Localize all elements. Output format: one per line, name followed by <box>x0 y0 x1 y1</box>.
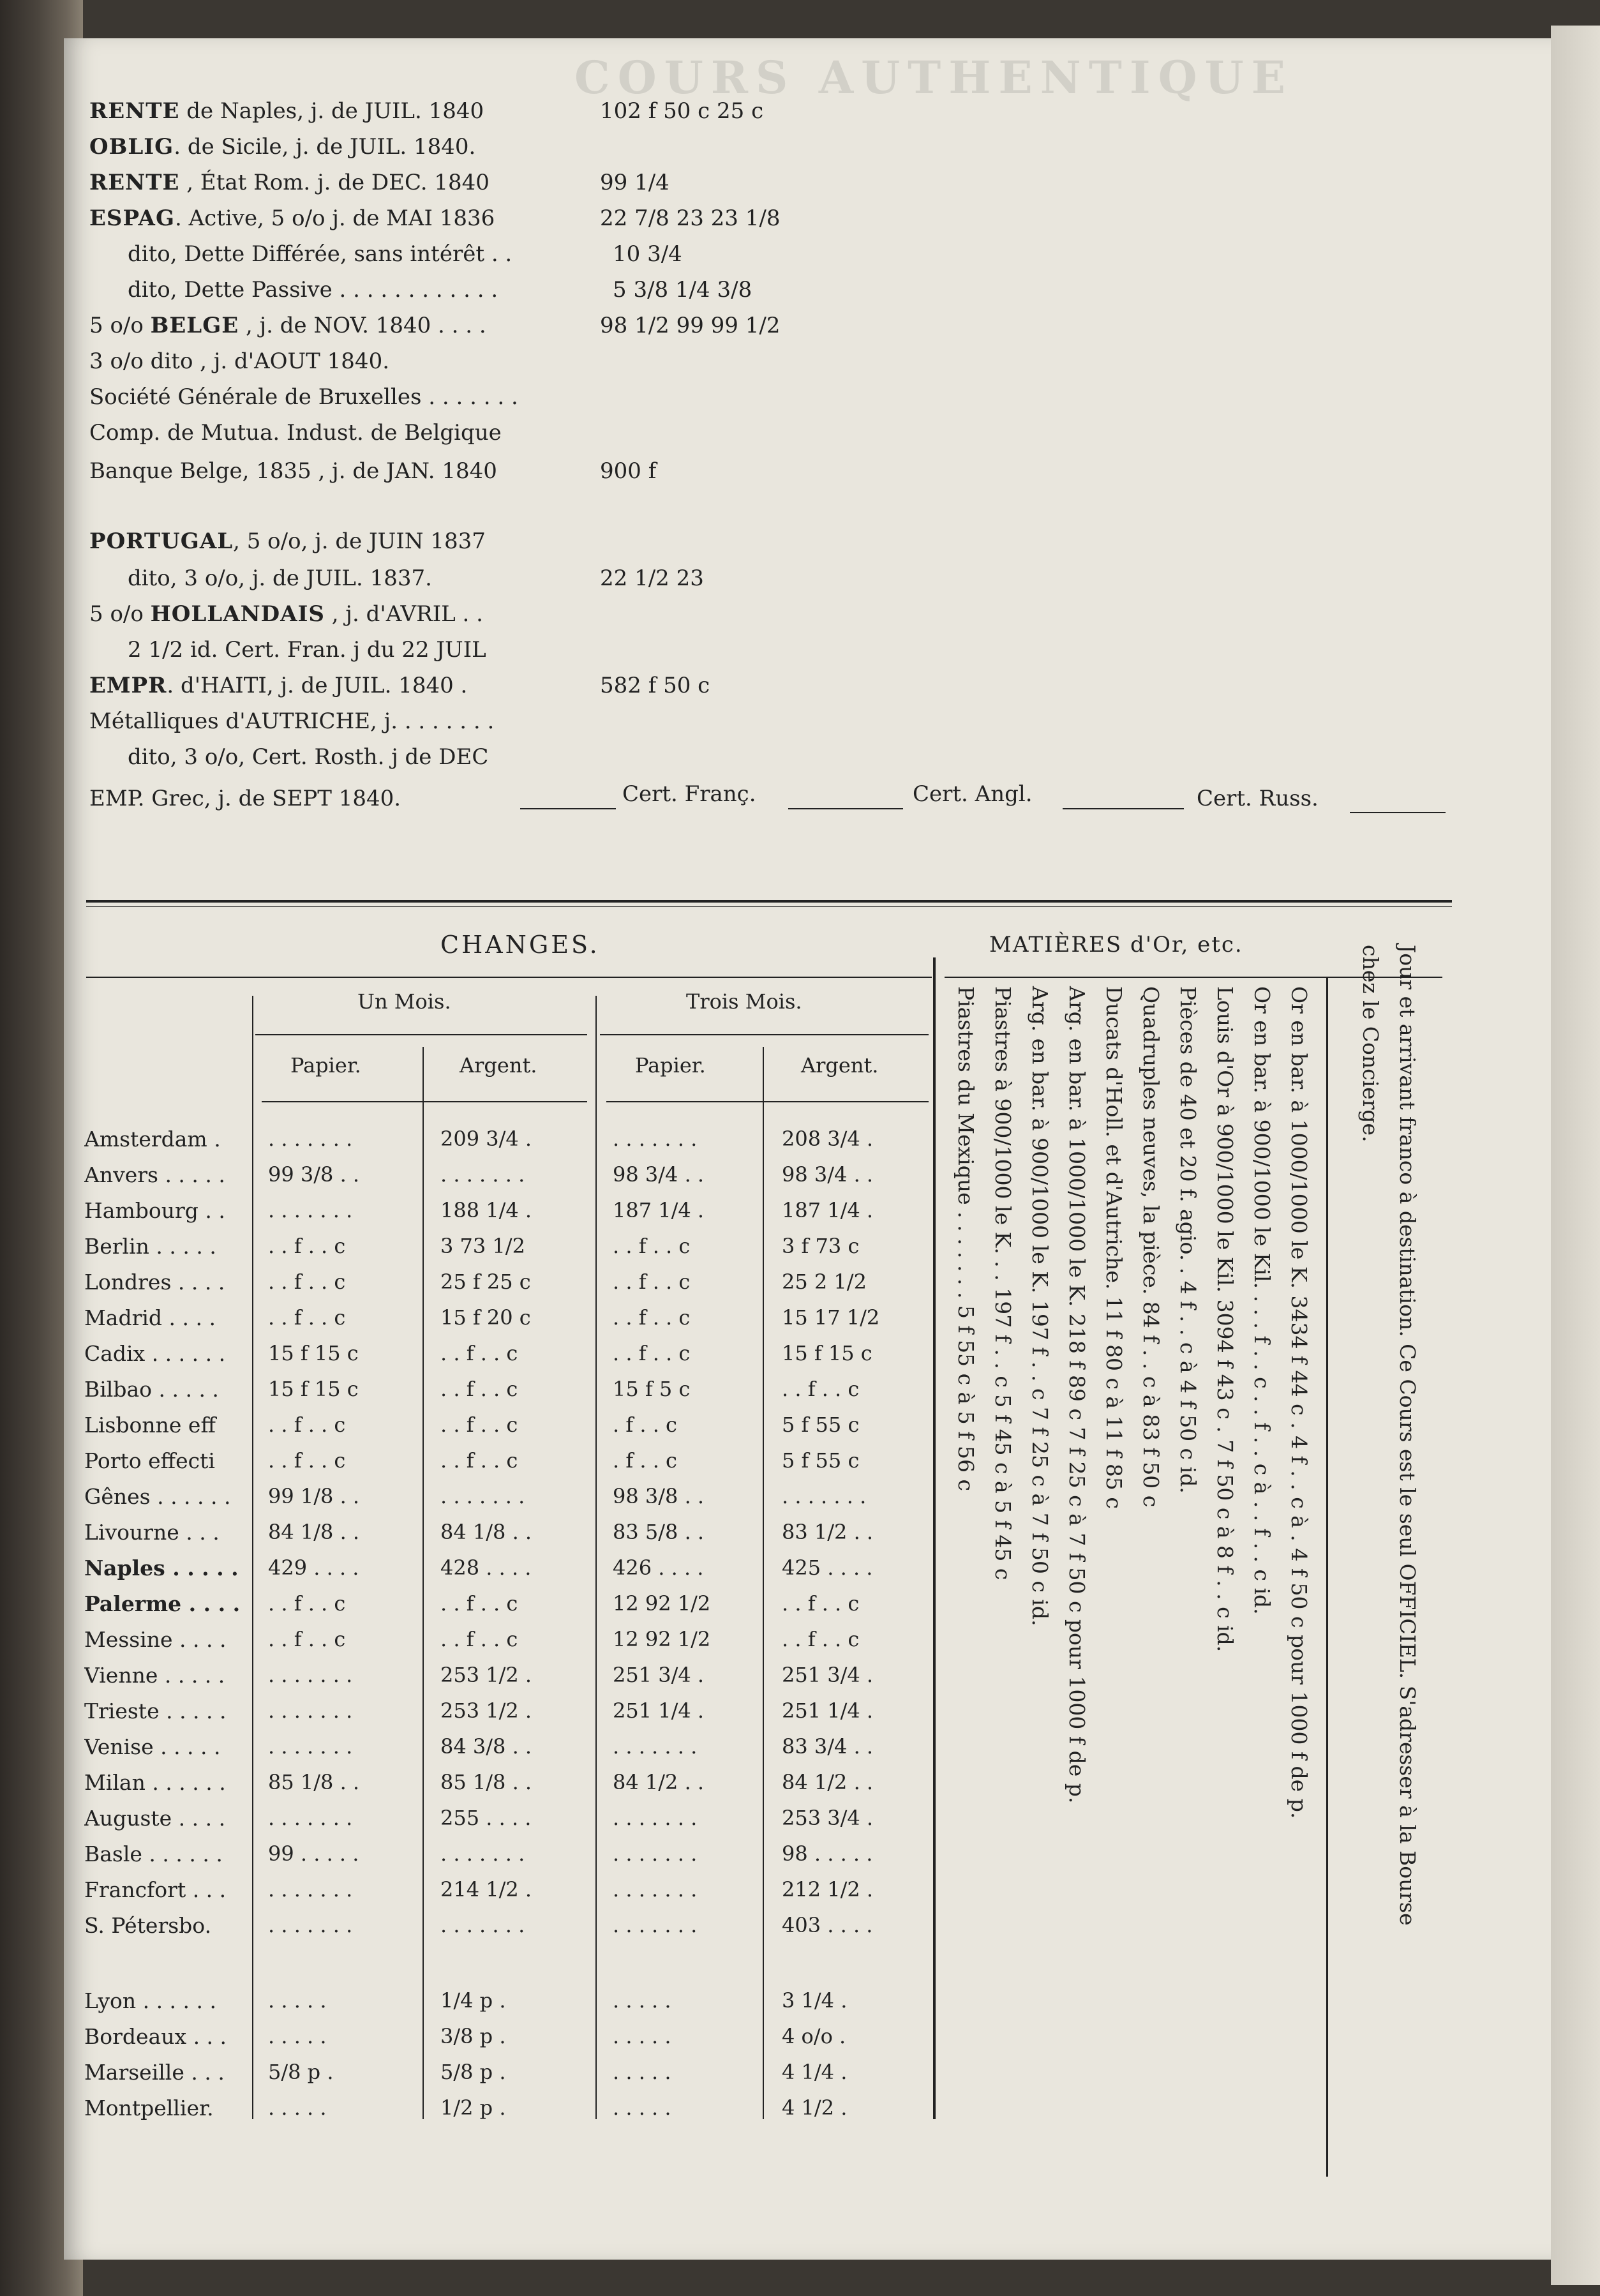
city-label: Messine . . . . <box>84 1627 227 1652</box>
rate-cell: . . . . . . . <box>440 1484 525 1508</box>
rente-label: 5 o/o BELGE , j. de NOV. 1840 . . . . <box>89 313 486 338</box>
rate-cell: . . . . . . . <box>268 1663 353 1687</box>
blank-line <box>1063 808 1184 809</box>
rente-value: 582 f 50 c <box>600 673 710 698</box>
next-page-edge <box>1551 26 1600 2285</box>
argent-header: Argent. <box>460 1053 537 1077</box>
column-rule <box>763 1047 764 2119</box>
rente-label: Métalliques d'AUTRICHE, j. . . . . . . . <box>89 709 495 734</box>
rate-cell: 188 1/4 . <box>440 1198 532 1222</box>
rente-value: 102 f 50 c 25 c <box>600 98 764 124</box>
rate-cell: 25 2 1/2 <box>782 1270 867 1294</box>
rate-cell: . . f . . c <box>440 1413 518 1437</box>
rate-cell: . . f . . c <box>613 1270 691 1294</box>
rate-cell: 4 1/2 . <box>782 2096 848 2120</box>
rate-cell: . . f . . c <box>782 1627 860 1651</box>
rate-cell: 425 . . . . <box>782 1556 873 1580</box>
city-label: Naples . . . . . <box>84 1556 239 1580</box>
city-label: Anvers . . . . . <box>84 1162 225 1187</box>
city-label: Trieste . . . . . <box>84 1699 227 1723</box>
table-rule <box>606 1101 929 1102</box>
city-label: S. Pétersbo. <box>84 1913 212 1938</box>
papier-header: Papier. <box>635 1053 706 1077</box>
rate-cell: . . f . . c <box>268 1591 346 1616</box>
city-label: Porto effecti <box>84 1448 215 1473</box>
rente-label: dito, Dette Passive . . . . . . . . . . . . <box>128 277 498 303</box>
rate-cell: . f . . c <box>613 1448 677 1473</box>
matieres-text: Piastres à 900/1000 le K. . . 197 f . . c 5 f 45 c à 5 f 45 c <box>991 986 1015 1580</box>
rente-label: ESPAG. Active, 5 o/o j. de MAI 1836 <box>89 206 495 231</box>
rate-cell: . . f . . c <box>440 1377 518 1401</box>
rate-cell: 5 f 55 c <box>782 1448 860 1473</box>
matieres-line <box>1024 986 1059 2180</box>
rate-cell: . . . . . . . <box>268 1913 353 1937</box>
rate-cell: . . . . . . . <box>613 1127 698 1151</box>
city-label: Lisbonne eff <box>84 1413 216 1437</box>
rate-cell: 4 1/4 . <box>782 2060 848 2084</box>
rate-cell: . . f . . c <box>268 1270 346 1294</box>
rate-cell: . . . . . <box>613 1988 671 2013</box>
rate-cell: 5 f 55 c <box>782 1413 860 1437</box>
rate-cell: 4 o/o . <box>782 2024 846 2048</box>
rate-cell: 253 3/4 . <box>782 1806 874 1830</box>
rate-cell: 251 3/4 . <box>613 1663 705 1687</box>
argent-header: Argent. <box>801 1053 879 1077</box>
matieres-text: Louis d'Or à 900/1000 le Kil. 3094 f 43 c . 7 f 50 c à 8 f . . c id. <box>1213 986 1237 1653</box>
rate-cell: 85 1/8 . . <box>440 1770 532 1794</box>
rate-cell: 3/8 p . <box>440 2024 506 2048</box>
rate-cell: 3 73 1/2 <box>440 1234 525 1258</box>
cert-franc-label: Cert. Franç. <box>622 781 756 807</box>
rate-cell: 255 . . . . <box>440 1806 532 1830</box>
rate-cell: . . . . . . . <box>268 1734 353 1759</box>
rente-value: 10 3/4 <box>613 241 682 267</box>
rate-cell: 15 f 20 c <box>440 1305 531 1330</box>
matieres-text: Piastres du Mexique . . . . . . . 5 f 55 c à 5 f 56 c <box>953 986 978 1491</box>
rate-cell: . . . . . . . <box>268 1198 353 1222</box>
column-rule <box>595 996 597 2119</box>
rate-cell: 253 1/2 . <box>440 1699 532 1723</box>
rate-cell: . . . . . <box>613 2024 671 2048</box>
rate-cell: . . . . . . . <box>440 1913 525 1937</box>
rate-cell: . . f . . c <box>782 1591 860 1616</box>
changes-title: CHANGES. <box>440 931 600 959</box>
rente-value: 99 1/4 <box>600 170 669 195</box>
rate-cell: 84 1/2 . . <box>613 1770 705 1794</box>
section-divider <box>86 900 1452 903</box>
matieres-text: Or en bar. à 900/1000 le Kil. . . . f . . c . . f . . c à . . f . . c id. <box>1250 986 1275 1615</box>
rente-value: 5 3/8 1/4 3/8 <box>613 277 752 303</box>
rate-cell: . . . . . . . <box>782 1484 867 1508</box>
rate-cell: 99 3/8 . . <box>268 1162 360 1187</box>
rente-label: 5 o/o HOLLANDAIS , j. d'AVRIL . . <box>89 601 483 627</box>
city-label: Auguste . . . . <box>84 1806 226 1831</box>
blank-line <box>520 808 616 809</box>
matieres-line <box>950 986 985 2180</box>
rate-cell: 99 . . . . . <box>268 1842 359 1866</box>
rate-cell: 1/2 p . <box>440 2096 506 2120</box>
rate-cell: 84 1/8 . . <box>268 1520 360 1544</box>
rate-cell: . . f . . c <box>440 1341 518 1365</box>
matieres-line <box>1283 986 1319 2180</box>
rate-cell: 83 5/8 . . <box>613 1520 705 1544</box>
matieres-line <box>1246 986 1282 2180</box>
column-rule <box>252 996 253 2119</box>
rate-cell: 253 1/2 . <box>440 1663 532 1687</box>
rate-cell: . . . . . . . <box>613 1806 698 1830</box>
rate-cell: 98 3/4 . . <box>613 1162 705 1187</box>
city-label: Milan . . . . . . <box>84 1770 226 1795</box>
section-divider <box>86 906 1452 907</box>
cert-russ-label: Cert. Russ. <box>1197 786 1319 811</box>
rate-cell: . . . . . . . <box>613 1877 698 1902</box>
city-label: Hambourg . . <box>84 1198 225 1223</box>
rente-value: 22 1/2 23 <box>600 566 704 591</box>
rate-cell: . . f . . c <box>268 1627 346 1651</box>
rate-cell: . . . . . <box>613 2096 671 2120</box>
rate-cell: 187 1/4 . <box>613 1198 705 1222</box>
trois-mois-header: Trois Mois. <box>686 989 802 1014</box>
city-label: Gênes . . . . . . <box>84 1484 231 1509</box>
city-label: Francfort . . . <box>84 1877 227 1902</box>
rate-cell: 5/8 p . <box>440 2060 506 2084</box>
rate-cell: . . . . . . . <box>613 1734 698 1759</box>
rate-cell: 84 1/8 . . <box>440 1520 532 1544</box>
rate-cell: . . f . . c <box>440 1448 518 1473</box>
matieres-line <box>1135 986 1170 2180</box>
note-line <box>1354 945 1390 2138</box>
rente-label: 2 1/2 id. Cert. Fran. j du 22 JUIL <box>128 637 486 663</box>
rente-label: Société Générale de Bruxelles . . . . . . . <box>89 384 518 410</box>
city-label: Palerme . . . . <box>84 1591 241 1616</box>
rente-label: dito, Dette Différée, sans intérêt . . <box>128 241 512 267</box>
blank-line <box>1350 812 1446 813</box>
city-label: Berlin . . . . . <box>84 1234 216 1259</box>
city-label: Amsterdam . <box>84 1127 221 1152</box>
rate-cell: 83 1/2 . . <box>782 1520 874 1544</box>
rate-cell: . . f . . c <box>268 1413 346 1437</box>
city-label: Marseille . . . <box>84 2060 225 2085</box>
rate-cell: . . . . . . . <box>268 1806 353 1830</box>
rate-cell: 251 1/4 . <box>782 1699 874 1723</box>
rate-cell: 98 . . . . . <box>782 1842 873 1866</box>
city-label: Livourne . . . <box>84 1520 220 1545</box>
rate-cell: 12 92 1/2 <box>613 1591 711 1616</box>
rate-cell: 212 1/2 . <box>782 1877 874 1902</box>
rate-cell: 1/4 p . <box>440 1988 506 2013</box>
matieres-line <box>1061 986 1096 2180</box>
city-label: Cadix . . . . . . <box>84 1341 226 1366</box>
rate-cell: . . f . . c <box>440 1591 518 1616</box>
rente-label: PORTUGAL, 5 o/o, j. de JUIN 1837 <box>89 529 486 554</box>
note-divider <box>1326 977 1328 2177</box>
city-label: Bilbao . . . . . <box>84 1377 219 1402</box>
city-label: Bordeaux . . . <box>84 2024 227 2049</box>
rate-cell: . . f . . c <box>440 1627 518 1651</box>
rate-cell: . . . . . . . <box>268 1699 353 1723</box>
rate-cell: 99 1/8 . . <box>268 1484 360 1508</box>
rente-value: 98 1/2 99 99 1/2 <box>600 313 781 338</box>
table-rule <box>600 1034 929 1035</box>
rate-cell: . . f . . c <box>268 1234 346 1258</box>
rente-label: RENTE , État Rom. j. de DEC. 1840 <box>89 170 490 195</box>
matieres-text: Quadruples neuves, la pièce. 84 f . . c à 83 f 50 c <box>1139 986 1163 1508</box>
matieres-text: Arg. en bar. à 1000/1000 le K. 218 f 89 c 7 f 25 c à 7 f 50 c pour 1000 f de p. <box>1065 986 1089 1804</box>
matieres-line <box>987 986 1022 2180</box>
rate-cell: . . . . . <box>268 2024 327 2048</box>
rate-cell: 251 3/4 . <box>782 1663 874 1687</box>
rate-cell: 214 1/2 . <box>440 1877 532 1902</box>
rate-cell: 98 3/8 . . <box>613 1484 705 1508</box>
rate-cell: 187 1/4 . <box>782 1198 874 1222</box>
rate-cell: . . . . . <box>268 2096 327 2120</box>
rente-label: dito, 3 o/o, Cert. Rosth. j de DEC <box>128 744 489 770</box>
matieres-text: Pièces de 40 et 20 f. agio. . 4 f . . c à 4 f 50 c id. <box>1176 986 1200 1494</box>
rate-cell: 98 3/4 . . <box>782 1162 874 1187</box>
rate-cell: 15 17 1/2 <box>782 1305 880 1330</box>
rente-label: 3 o/o dito , j. d'AOUT 1840. <box>89 349 390 374</box>
rate-cell: 25 f 25 c <box>440 1270 531 1294</box>
matieres-line <box>1172 986 1207 2180</box>
rate-cell: 84 3/8 . . <box>440 1734 532 1759</box>
rente-label: Comp. de Mutua. Indust. de Belgique <box>89 420 502 446</box>
rente-value: 22 7/8 23 23 1/8 <box>600 206 781 231</box>
rate-cell: 3 f 73 c <box>782 1234 860 1258</box>
rate-cell: 251 1/4 . <box>613 1699 705 1723</box>
bleed-through: COURS AUTHENTIQUE <box>574 51 1293 104</box>
rente-label: RENTE de Naples, j. de JUIL. 1840 <box>89 98 484 124</box>
rate-cell: 208 3/4 . <box>782 1127 874 1151</box>
rate-cell: 15 f 5 c <box>613 1377 691 1401</box>
un-mois-header: Un Mois. <box>357 989 451 1014</box>
matieres-text: Ducats d'Holl. et d'Autriche. 11 f 80 c à 11 f 85 c <box>1102 986 1126 1509</box>
rente-label: EMPR. d'HAITI, j. de JUIL. 1840 . <box>89 673 468 698</box>
rente-label: Banque Belge, 1835 , j. de JAN. 1840 <box>89 458 497 484</box>
rate-cell: . . . . . . . <box>613 1913 698 1937</box>
blank-line <box>788 808 903 809</box>
city-label: Basle . . . . . . <box>84 1842 223 1866</box>
rate-cell: . . f . . c <box>613 1341 691 1365</box>
rate-cell: . . . . . . . <box>268 1877 353 1902</box>
table-rule <box>255 1034 587 1035</box>
rate-cell: 429 . . . . <box>268 1556 359 1580</box>
rate-cell: . f . . c <box>613 1413 677 1437</box>
city-label: Madrid . . . . <box>84 1305 216 1330</box>
rente-label: OBLIG. de Sicile, j. de JUIL. 1840. <box>89 134 476 160</box>
rate-cell: . . . . . . . <box>440 1162 525 1187</box>
rate-cell: . . . . . <box>268 1988 327 2013</box>
column-rule <box>933 957 936 2119</box>
table-rule <box>86 977 932 978</box>
rente-value: 900 f <box>600 458 657 484</box>
rate-cell: 403 . . . . <box>782 1913 873 1937</box>
rate-cell: 85 1/8 . . <box>268 1770 360 1794</box>
rate-cell: 83 3/4 . . <box>782 1734 874 1759</box>
matieres-title: MATIÈRES d'Or, etc. <box>989 932 1243 957</box>
rate-cell: 426 . . . . <box>613 1556 704 1580</box>
note-line <box>1391 945 1427 2138</box>
rate-cell: 15 f 15 c <box>268 1341 359 1365</box>
city-label: Montpellier. <box>84 2096 214 2120</box>
rate-cell: 84 1/2 . . <box>782 1770 874 1794</box>
papier-header: Papier. <box>290 1053 361 1077</box>
rate-cell: . . . . . . . <box>613 1842 698 1866</box>
city-label: Londres . . . . <box>84 1270 225 1294</box>
matieres-text: Or en bar. à 1000/1000 le K. 3434 f 44 c . 4 f . . c à . 4 f 50 c pour 1000 f de p. <box>1287 986 1312 1819</box>
rate-cell: . . f . . c <box>782 1377 860 1401</box>
rate-cell: . . f . . c <box>613 1305 691 1330</box>
rate-cell: 428 . . . . <box>440 1556 532 1580</box>
cert-angl-label: Cert. Angl. <box>913 781 1033 807</box>
column-rule <box>422 1047 424 2119</box>
city-label: Lyon . . . . . . <box>84 1988 216 2013</box>
rate-cell: . . f . . c <box>613 1234 691 1258</box>
note-text: Jour et arrivant franco à destination. Ce Cours est le seul OFFICIEL. S'adresser à la Bourse <box>1395 945 1420 1926</box>
table-rule <box>262 1101 587 1102</box>
rate-cell: 3 1/4 . <box>782 1988 848 2013</box>
matieres-text: Arg. en bar. à 900/1000 le K. 197 f . . c 7 f 25 c à 7 f 50 c id. <box>1028 986 1052 1626</box>
rente-label: dito, 3 o/o, j. de JUIL. 1837. <box>128 566 432 591</box>
rate-cell: 5/8 p . <box>268 2060 334 2084</box>
matieres-line <box>1098 986 1133 2180</box>
rate-cell: . . . . . . . <box>440 1842 525 1866</box>
rate-cell: . . f . . c <box>268 1305 346 1330</box>
rate-cell: . . f . . c <box>268 1448 346 1473</box>
rate-cell: 209 3/4 . <box>440 1127 532 1151</box>
matieres-line <box>1209 986 1245 2180</box>
rate-cell: . . . . . <box>613 2060 671 2084</box>
rate-cell: 15 f 15 c <box>782 1341 872 1365</box>
city-label: Venise . . . . . <box>84 1734 221 1759</box>
rate-cell: 12 92 1/2 <box>613 1627 711 1651</box>
rate-cell: . . . . . . . <box>268 1127 353 1151</box>
rate-cell: 15 f 15 c <box>268 1377 359 1401</box>
city-label: Vienne . . . . . <box>84 1663 225 1688</box>
note-text: chez le Concierge. <box>1358 945 1383 1143</box>
grec-label: EMP. Grec, j. de SEPT 1840. <box>89 786 401 811</box>
